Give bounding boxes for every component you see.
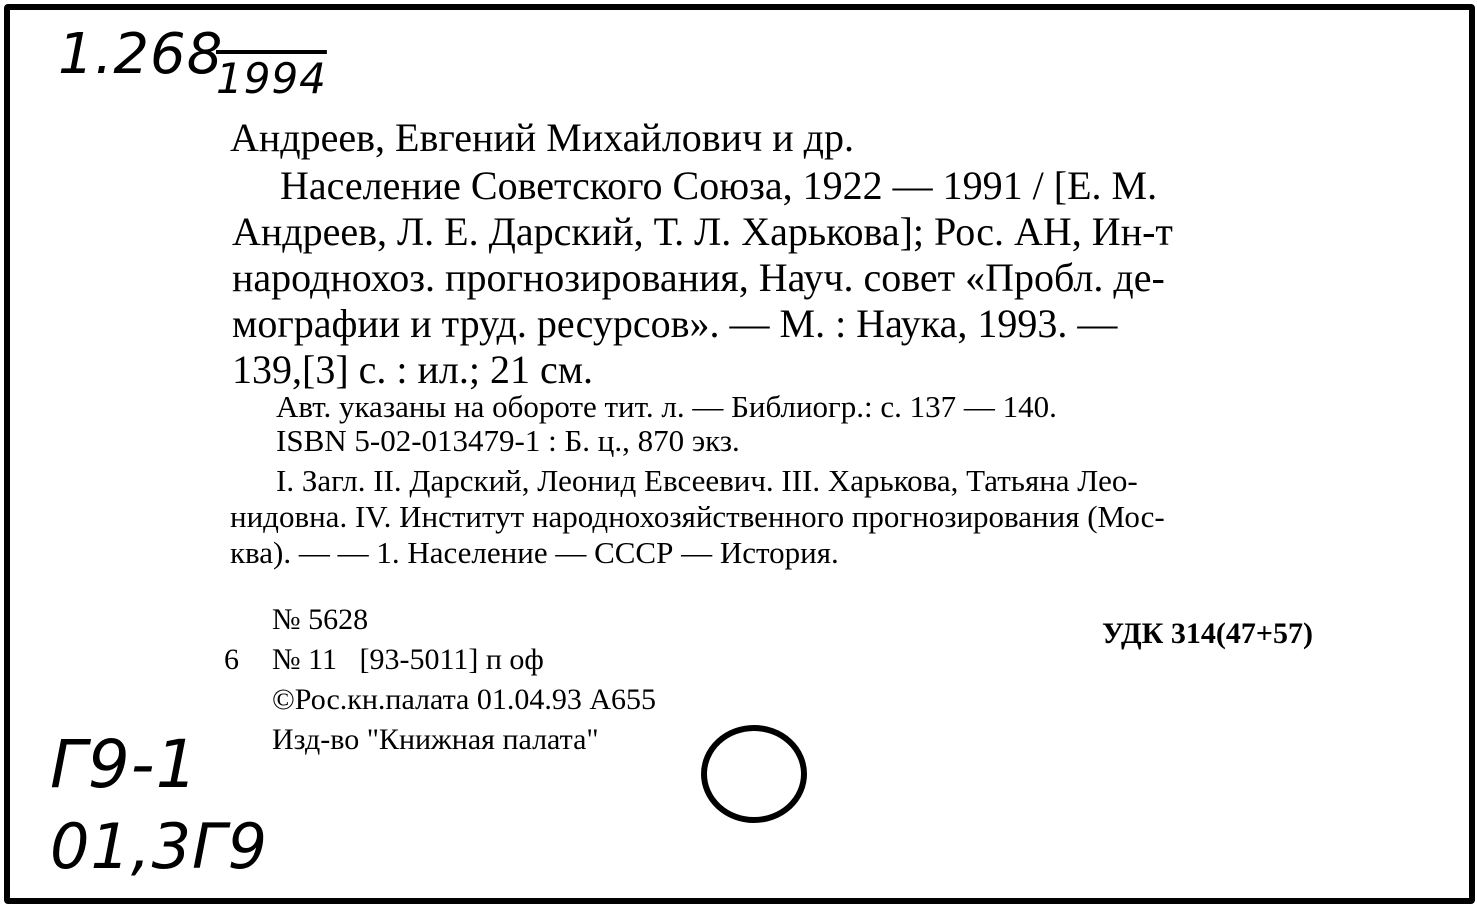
handwritten-accession-subnumber: 1994 <box>216 54 327 103</box>
entry-body-line: мографии и труд. ресурсов». — М. : Наука, 1993. — <box>232 301 1118 346</box>
footer-prefix-digit: 6 <box>224 643 239 676</box>
entry-heading: Андреев, Евгений Михайлович и др. <box>230 115 854 160</box>
handwritten-bottom-code: 01,3Г9 <box>50 810 269 883</box>
tracing-line: нидовна. IV. Институт народнохозяйственного прогнозирования (Мос- <box>230 499 1165 534</box>
chamber-line: ©Рос.кн.палата 01.04.93 А655 <box>272 683 657 716</box>
publisher-line: Изд-во "Книжная палата" <box>272 723 599 756</box>
entry-title-line: Население Советского Союза, 1922 — 1991 / [Е. М. <box>280 163 1158 208</box>
entry-body-line: Андреев, Л. Е. Дарский, Т. Л. Харькова]; Рос. АН, Ин-т <box>232 209 1173 254</box>
catalog-card <box>4 4 1475 904</box>
hand-drawn-circle-mark <box>10 10 1469 898</box>
card-number: № 5628 <box>272 603 369 636</box>
entry-isbn-line: ISBN 5-02-013479-1 : Б. ц., 870 экз. <box>276 423 740 458</box>
handwritten-accession-number: 1.268 <box>58 22 224 87</box>
entry-body-line: народнохоз. прогнозирования, Науч. совет «Пробл. де- <box>232 255 1165 300</box>
tracing-line: ква). — — 1. Население — СССР — История. <box>230 535 839 570</box>
entry-body-line: 139,[3] с. : ил.; 21 см. <box>232 347 594 392</box>
issue-line: № 11 [93-5011] п оф <box>272 643 544 676</box>
entry-note-line: Авт. указаны на обороте тит. л. — Библиогр.: с. 137 — 140. <box>276 389 1057 424</box>
udk-code: УДК 314(47+57) <box>1102 617 1313 650</box>
tracing-line: I. Загл. II. Дарский, Леонид Евсеевич. III. Харькова, Татьяна Лео- <box>276 463 1138 498</box>
handwritten-shelf-code: Г9-1 <box>50 726 199 803</box>
